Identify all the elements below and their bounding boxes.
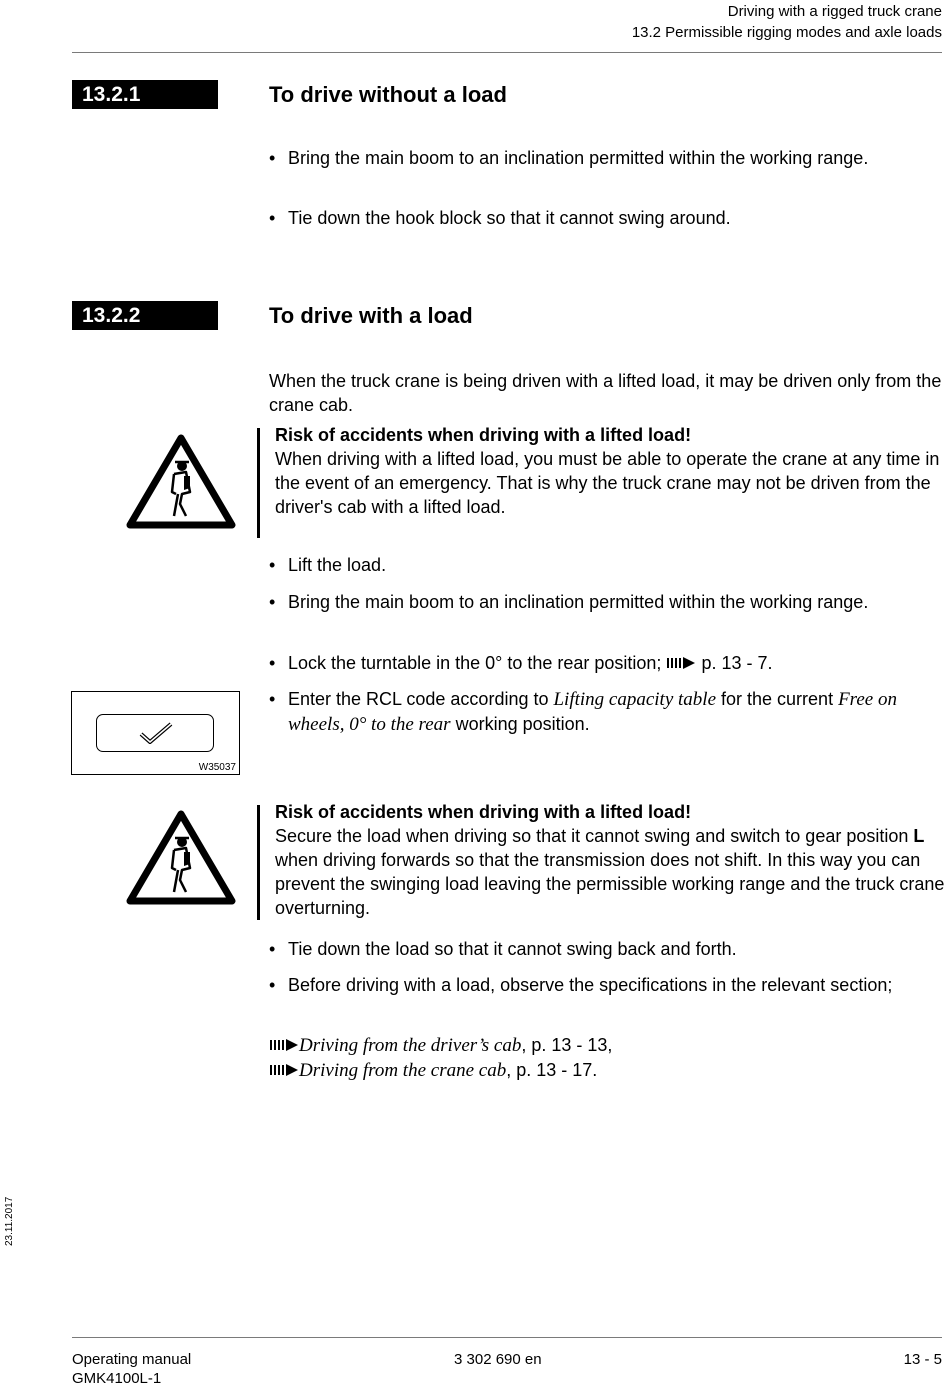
- footer-model: GMK4100L-1: [72, 1370, 162, 1387]
- reference-lifting-capacity-table[interactable]: Lifting capacity table: [553, 689, 717, 710]
- reference-arrow-icon: [666, 656, 696, 670]
- working-position-name: Free on wheels, 0° to the rear: [288, 689, 897, 735]
- warning-title: Risk of accidents when driving with a lifted load!: [275, 802, 692, 822]
- section-title-drive-with-load: To drive with a load: [269, 303, 473, 328]
- gear-position: L: [913, 826, 925, 846]
- warning-triangle-person-icon: [124, 808, 238, 908]
- bullet-icon: •: [269, 975, 276, 995]
- cross-reference[interactable]: Driving from the crane cab, p. 13 - 17.: [269, 1058, 597, 1083]
- list-item: • Lift the load.: [269, 555, 387, 575]
- footer-page-number: 13 - 5: [903, 1351, 942, 1368]
- reference-arrow-icon: [269, 1038, 299, 1052]
- rcl-figure: [71, 691, 240, 775]
- running-header-section: 13.2 Permissible rigging modes and axle loads: [631, 24, 942, 41]
- bullet-icon: •: [269, 592, 276, 612]
- list-item: • Before driving with a load, observe the specifications in the relevant section;: [269, 975, 893, 995]
- list-item: • Enter the RCL code according to Lifting capacity table for the current Free on wheels, 0° to the rear working position.: [269, 689, 897, 735]
- warning-triangle-person-icon: [124, 432, 238, 532]
- list-item: • Bring the main boom to an inclination permitted within the working range.: [269, 592, 869, 612]
- section-number-13-2-1: 13.2.1: [72, 80, 218, 109]
- bullet-icon: •: [269, 689, 276, 709]
- section-number-13-2-2: 13.2.2: [72, 301, 218, 330]
- list-item: • Bring the main boom to an inclination permitted within the working range.: [269, 148, 869, 168]
- warning-box-1: [275, 423, 947, 519]
- footer-rule: [72, 1337, 942, 1338]
- intro-paragraph: When the truck crane is being driven with a lifted load, it may be driven only from the crane cab.: [269, 371, 942, 415]
- warning-title: Risk of accidents when driving with a lifted load!: [275, 425, 692, 445]
- warning-text: When driving with a lifted load, you must be able to operate the crane at any time in the event of an emergency. That is why the truck crane may not be driven from the driver's cab with a lifted load.: [275, 449, 940, 517]
- footer-doc-number: 3 302 690 en: [454, 1351, 542, 1368]
- bullet-icon: •: [269, 555, 276, 575]
- bullet-icon: •: [269, 148, 276, 168]
- list-item: • Tie down the load so that it cannot swing back and forth.: [269, 939, 737, 959]
- rcl-display: [96, 714, 214, 752]
- side-date: 23.11.2017: [4, 1196, 15, 1246]
- running-header-chapter: Driving with a rigged truck crane: [727, 3, 942, 20]
- figure-code: W35037: [198, 762, 236, 773]
- page-reference-link[interactable]: p. 13 - 7.: [701, 653, 773, 673]
- bullet-icon: •: [269, 939, 276, 959]
- bullet-icon: •: [269, 208, 276, 228]
- header-rule: [72, 52, 942, 53]
- warning-side-bar: [257, 805, 260, 920]
- cross-reference[interactable]: Driving from the driver’s cab, p. 13 - 13,: [269, 1033, 612, 1058]
- section-title-drive-without-load: To drive without a load: [269, 82, 507, 107]
- bullet-icon: •: [269, 653, 276, 673]
- footer-manual: Operating manual: [72, 1351, 192, 1368]
- warning-side-bar: [257, 428, 260, 538]
- rcl-display-check-icon: [139, 722, 173, 744]
- reference-arrow-icon: [269, 1063, 299, 1077]
- warning-box-2: Risk of accidents when driving with a lifted load! Secure the load when driving so that it cannot swing and switch to gear position L when driving forwards so that the transmission does not shift. In this way you can prevent the swinging load leaving the permissible working range and the truck crane overturning.: [275, 802, 945, 918]
- list-item: • Tie down the hook block so that it cannot swing around.: [269, 208, 731, 228]
- list-item: • Lock the turntable in the 0° to the rear position; p. 13 - 7.: [269, 653, 773, 673]
